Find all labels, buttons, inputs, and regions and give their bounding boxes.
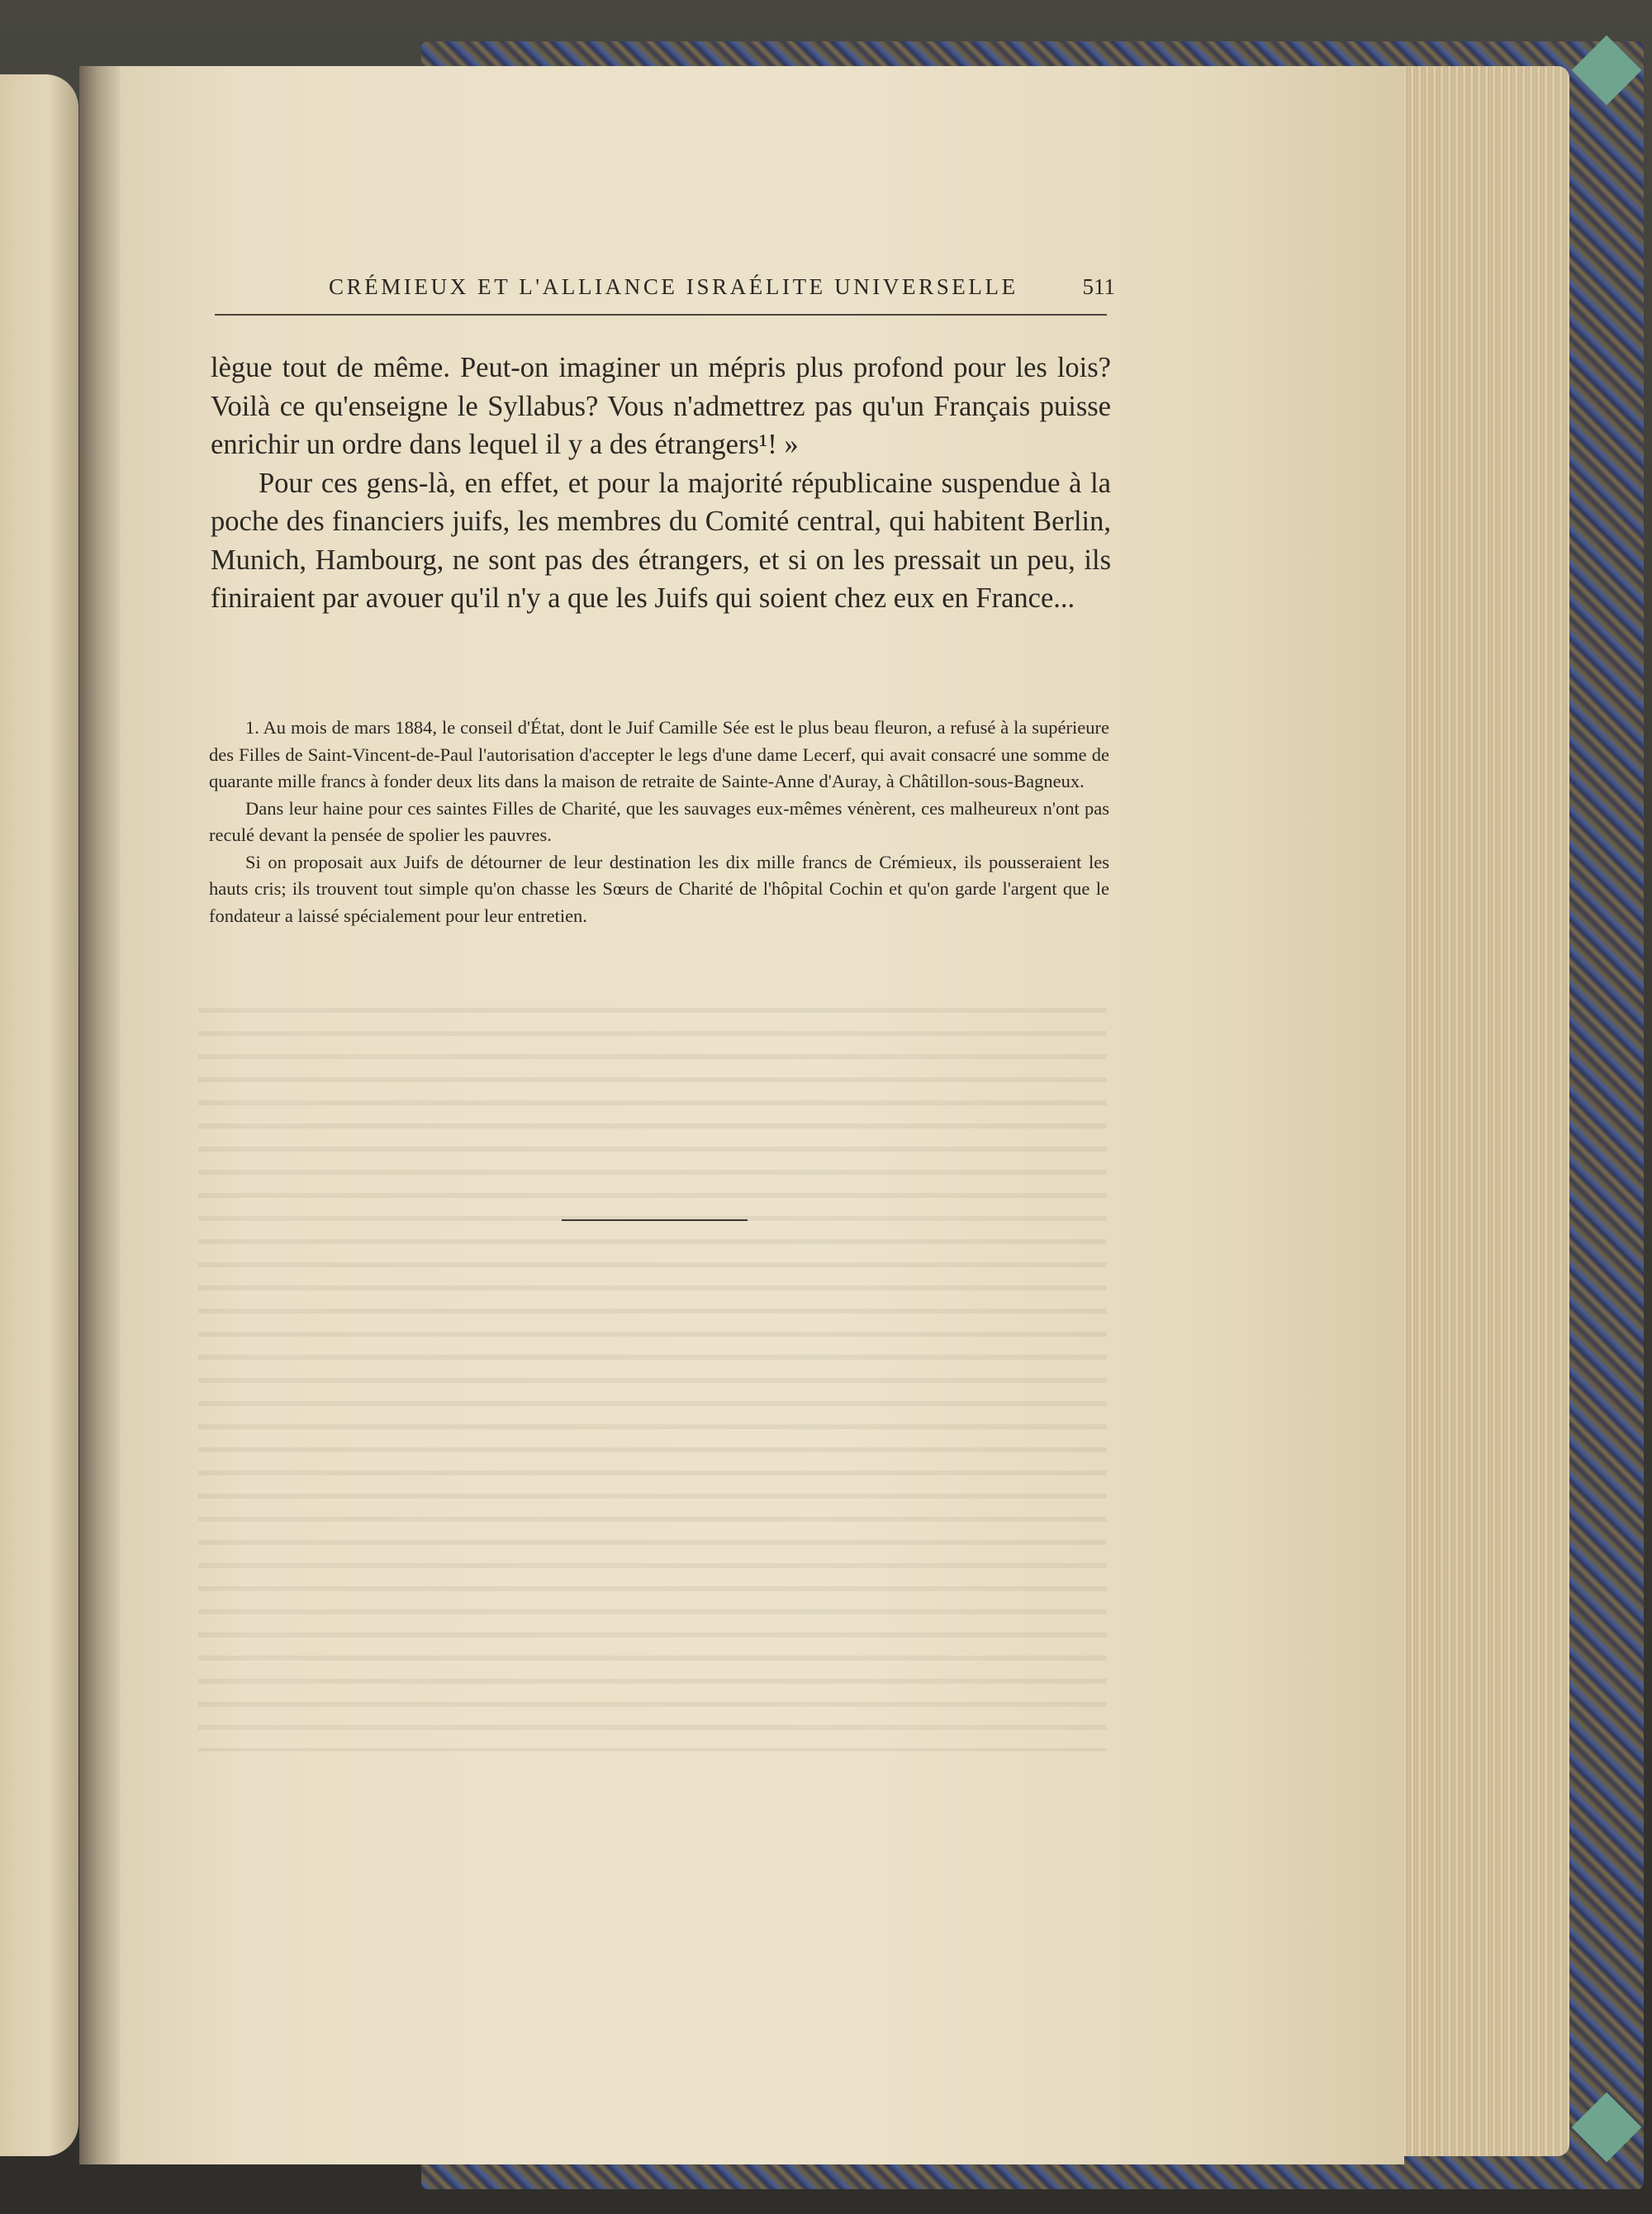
paragraph: lègue tout de même. Peut-on imaginer un mépris plus profond pour les lois? Voilà ce qu'enseigne le Syllabus? Vous n'admettrez pas qu'un Français puisse enrichir un ordre dans lequel il y a des étrangers¹! » (211, 352, 1111, 460)
book-gutter (79, 66, 121, 2164)
body-text (211, 349, 1111, 618)
running-title: CRÉMIEUX ET L'ALLIANCE ISRAÉLITE UNIVERSELLE (329, 274, 1018, 299)
header-rule (215, 314, 1107, 316)
footnotes (209, 715, 1109, 929)
page-stack-edges (1400, 66, 1569, 2156)
paragraph: Pour ces gens-là, en effet, et pour la majorité républicaine suspendue à la poche des financiers juifs, les membres du Comité central, qui habitent Berlin, Munich, Hambourg, ne sont pas des étrangers, et si on les pressait un peu, ils finiraient par avouer qu'il n'y a que les Juifs qui soient chez eux en France... (211, 467, 1111, 614)
footnote: Si on proposait aux Juifs de détourner de leur destination les dix mille francs de Crémieux, ils pousseraient les hauts cris; ils trouvent tout simple qu'on chasse les Sœurs de Charité de l'hôpital Cochin et qu'on garde l'argent que le fondateur a laissé spécialement pour leur entretien. (209, 851, 1109, 926)
footnote: Dans leur haine pour ces saintes Filles de Charité, que les sauvages eux-mêmes vénèrent, ces malheureux n'ont pas reculé devant la pensée de spolier les pauvres. (209, 797, 1109, 845)
section-end-rule (562, 1219, 748, 1221)
footnote: 1. Au mois de mars 1884, le conseil d'État, dont le Juif Camille Sée est le plus beau fleuron, a refusé à la supérieure des Filles de Saint-Vincent-de-Paul l'autorisation d'accepter le legs d'une dame Lecerf, qui avait consacré une somme de quarante mille francs à fonder deux lits dans la maison de retraite de Sainte-Anne d'Auray, à Châtillon-sous-Bagneux. (209, 717, 1109, 791)
page-number: 511 (1082, 274, 1115, 299)
show-through-text (198, 1008, 1107, 1751)
running-head (215, 271, 1115, 312)
left-page-edge (0, 74, 78, 2156)
